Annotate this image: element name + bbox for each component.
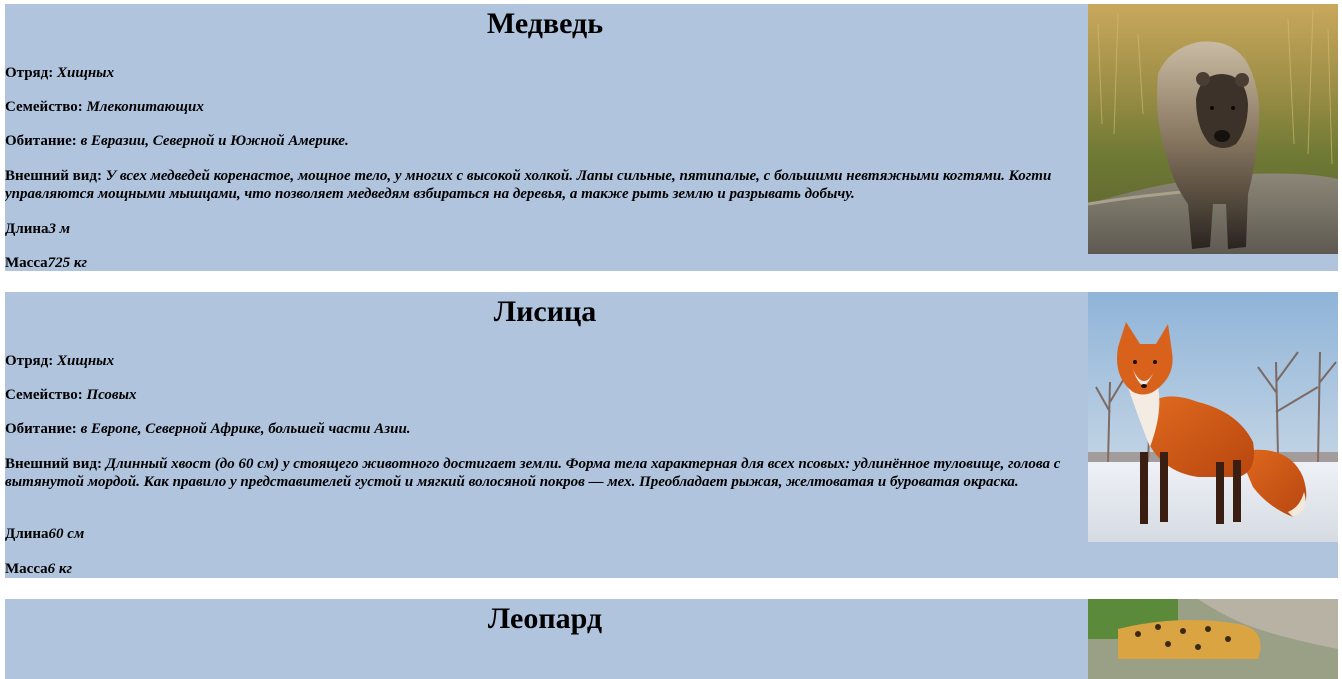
mass-value: 6 кг — [47, 561, 73, 577]
habitat-row — [5, 420, 1083, 438]
family-value: Псовых — [86, 387, 137, 403]
habitat-row — [5, 132, 1083, 150]
length-row — [5, 220, 1083, 238]
leopard-photo — [1088, 599, 1338, 679]
length-row — [5, 525, 1083, 543]
appearance-label: Внешний вид: — [5, 456, 102, 472]
animal-title: Лисица — [493, 295, 597, 328]
length-value: 3 м — [48, 221, 71, 237]
family-value: Млекопитающих — [86, 99, 204, 115]
habitat-value: в Европе, Северной Африке, большей части Азии. — [80, 421, 411, 437]
mass-row — [5, 560, 1083, 578]
family-label: Семейство: — [5, 99, 83, 115]
mass-value: 725 кг — [47, 255, 88, 271]
fox-photo — [1088, 292, 1338, 542]
family-row — [5, 98, 1083, 116]
mass-row — [5, 254, 1083, 271]
animal-card-fox — [5, 292, 1338, 578]
order-label: Отряд: — [5, 65, 54, 81]
order-label: Отряд: — [5, 353, 54, 369]
appearance-label: Внешний вид: — [5, 168, 102, 184]
mass-label: Масса — [5, 561, 48, 577]
length-value: 60 см — [48, 526, 85, 542]
order-value: Хищных — [57, 353, 115, 369]
appearance-row — [5, 167, 1083, 203]
order-value: Хищных — [57, 65, 115, 81]
appearance-value: У всех медведей коренастое, мощное тело, у многих с высокой холкой. Лапы сильные, пятипалые, с большими невтяжными когтями. Когти управляются мощными мышцами, что позволяет медведям взбираться на деревья, а также рыть землю и разрывать добычу. — [5, 168, 1052, 202]
order-row — [5, 64, 1083, 82]
habitat-value: в Евразии, Северной и Южной Америке. — [80, 133, 349, 149]
order-row — [5, 352, 1083, 370]
length-label: Длина — [5, 221, 49, 237]
family-label: Семейство: — [5, 387, 83, 403]
appearance-row — [5, 455, 1083, 491]
family-row — [5, 386, 1083, 404]
mass-label: Масса — [5, 255, 48, 271]
length-label: Длина — [5, 526, 49, 542]
animal-card-bear — [5, 4, 1338, 271]
appearance-value: Длинный хвост (до 60 см) у стоящего животного достигает земли. Форма тела характерная для всех псовых: удлинённое туловище, голова с вытянутой мордой. Как правило у представителей густой и мягкий волосяной покров — мех. Преобладает рыжая, желтоватая и буроватая окраска. — [5, 456, 1061, 490]
habitat-label: Обитание: — [5, 421, 77, 437]
animal-title: Леопард — [487, 602, 603, 635]
bear-photo — [1088, 4, 1338, 254]
animal-title: Медведь — [486, 7, 604, 40]
animal-card-leopard — [5, 599, 1338, 679]
habitat-label: Обитание: — [5, 133, 77, 149]
